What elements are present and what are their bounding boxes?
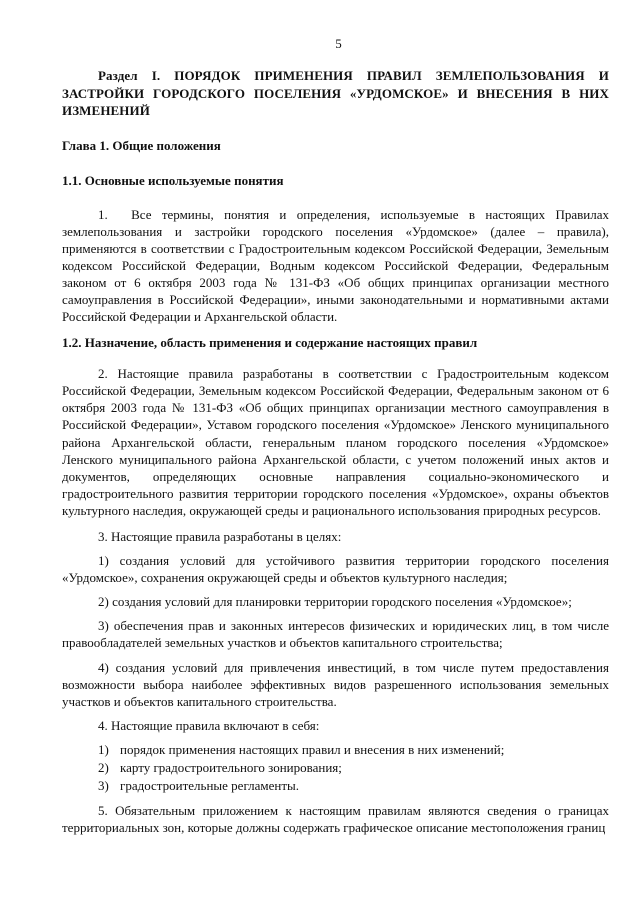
list-item-number: 1) — [98, 741, 109, 757]
paragraph: 2. Настоящие правила разработаны в соответствии с Градостроительным кодексом Российской Федерации, Земельным кодексом Российской Федерации, Федеральным законом от 6 октября 2003 года № 131-ФЗ «Об общих принципах организации местного самоуправления в Российской Федерации», Уставом городского поселения «Урдомское» Ленского муниципального района Архангельской области, генеральным планом городского поселения «Урдомское» Ленского муниципального района Архангельской области, с учетом положений иных актов и документов, определяющих основные направления социально-экономического и градостроительного развития территории городского поселения «Урдомское», охраны объектов культурного наследия, окружающей среды и рационального использования природных ресурсов. — [62, 366, 609, 518]
goal-item: 1) создания условий для устойчивого развития территории городского поселения «Урдомское», сохранения окружающей среды и объектов культурного наследия; — [62, 553, 609, 586]
subsection-title: 1.2. Назначение, область применения и содержание настоящих правил — [62, 335, 478, 351]
page-number: 5 — [335, 36, 342, 51]
paragraph: 4. Настоящие правила включают в себя: — [98, 717, 320, 733]
paragraph: 3. Настоящие правила разработаны в целях: — [98, 529, 342, 544]
list-item-number: 2) — [98, 759, 109, 775]
goal-item: 3) обеспечения прав и законных интересов физических и юридических лиц, в том числе правообладателей земельных участков и объектов капитального строительства; — [62, 618, 609, 651]
goal-item: 2) создания условий для планировки территории городского поселения «Урдомское»; — [98, 594, 572, 610]
list-item — [98, 759, 609, 776]
paragraph: 5. Обязательным приложением к настоящим правилам являются сведения о границах территориальных зон, которые должны содержать графическое описание местоположения границ — [62, 802, 609, 836]
list-item-text: карту градостроительного зонирования; — [120, 759, 342, 775]
list-item-text: градостроительные регламенты. — [120, 777, 300, 793]
list-item — [98, 777, 609, 794]
goal-item: 4) создания условий для привлечения инвестиций, в том числе путем предоставления возможности выбора наиболее эффективных видов разрешенного использования земельных участков и объектов капитального строительства. — [62, 659, 609, 709]
section-title: Раздел I. ПОРЯДОК ПРИМЕНЕНИЯ ПРАВИЛ ЗЕМЛЕПОЛЬЗОВАНИЯ И ЗАСТРОЙКИ ГОРОДСКОГО ПОСЕЛЕНИЯ «УРДОМСКОЕ» И ВНЕСЕНИЯ В НИХ ИЗМЕНЕНИЙ — [62, 68, 609, 118]
list-item-number: 3) — [98, 777, 109, 793]
list-item — [98, 741, 609, 758]
paragraph: 1. Все термины, понятия и определения, используемые в настоящих Правилах землепользования и застройки городского поселения «Урдомское» (далее – правила), применяются в соответствии с Градостроительным кодексом Российской Федерации, Земельным кодексом Российской Федерации, Водным кодексом Российской Федерации, Федеральным законом от 6 октября 2003 года № 131-ФЗ «Об общих принципах организации местного самоуправления в Российской Федерации», иными законодательными и нормативными актами Российской Федерации и Архангельской области. — [62, 206, 609, 325]
chapter-title: Глава 1. Общие положения — [62, 137, 221, 153]
includes-list — [62, 741, 609, 794]
list-item-text: порядок применения настоящих правил и внесения в них изменений; — [120, 741, 505, 757]
subsection-title: 1.1. Основные используемые понятия — [62, 172, 284, 188]
